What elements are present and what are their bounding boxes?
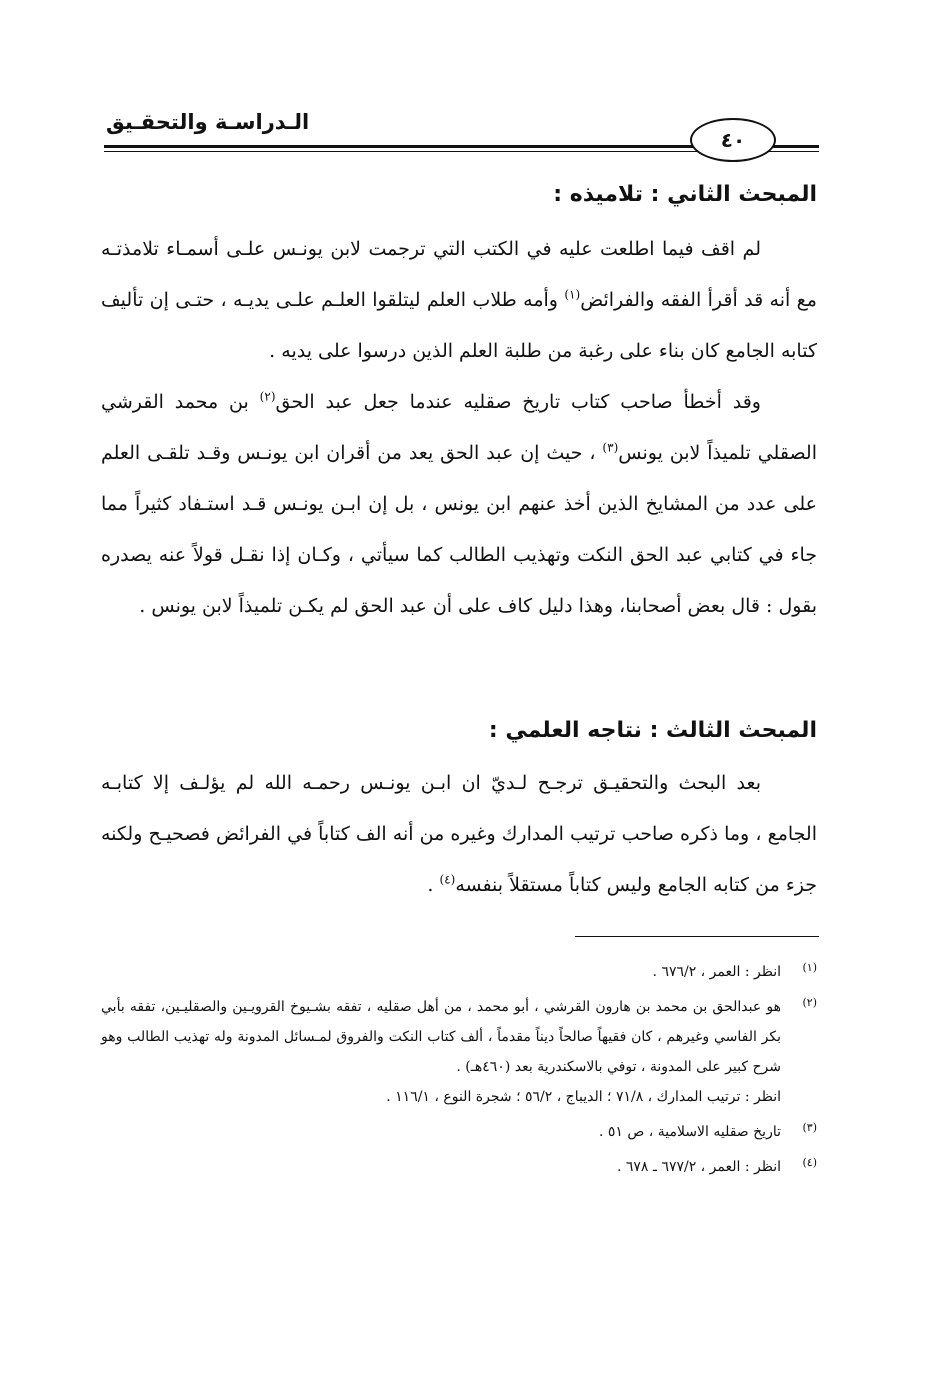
footnote-mark: (١) xyxy=(802,961,817,974)
footnote-3 xyxy=(101,1117,817,1147)
running-title: الـدراسـة والتحقـيق xyxy=(106,110,310,134)
section-heading-works: المبحث الثالث : نتاجه العلمي : xyxy=(488,718,817,743)
page-number: ٤٠ xyxy=(690,118,776,162)
footnote-marker-4: (٤) xyxy=(439,872,456,887)
running-header xyxy=(106,110,939,140)
paragraph-text: ، حيث إن عبد الحق يعد من أقران ابن يونـس وقـد تلقـى العلم على عدد من المشايخ الذين أخذ عنهم ابن يونس ، بل إن ابـن يونـس قـد استـفاد كثيراً مما جاء في كتابي عبد الحق النكت وتهذيب الطالب كما سيأتي ، وكـان إذا نقـل قولاً عنه يصدره بقول : قال بعض أصحابنا، وهذا دليل كاف على أن عبد الحق لم يكـن تلميذاً لابن يونس . xyxy=(101,442,817,617)
footnote-text: تاريخ صقليه الاسلامية ، ص ٥١ . xyxy=(598,1124,781,1140)
footnotes xyxy=(101,957,817,1187)
footnote-separator xyxy=(575,936,819,937)
footnote-mark: (٢) xyxy=(802,996,817,1009)
paragraph-text: . xyxy=(427,874,440,896)
footnote-marker-2: (٢) xyxy=(259,389,276,404)
section-heading-students: المبحث الثاني : تلاميذه : xyxy=(553,182,817,207)
footnote-text: انظر : العمر ، ٦٧٧/٢ ـ ٦٧٨ . xyxy=(616,1159,781,1175)
paragraph-text: بن محمد القرشي الصقلي تلميذاً لابن يونس xyxy=(101,391,817,464)
paragraph-text: لم اقف فيما اطلعت عليه في الكتب التي ترجمت لابن يونـس علـى أسمـاء تلامذتـه مع أنه قد أقرأ الفقه والفرائض xyxy=(101,238,817,311)
paragraph-works-1 xyxy=(101,758,817,911)
footnote-marker-1: (١) xyxy=(564,287,581,302)
footnote-mark: (٤) xyxy=(802,1156,817,1169)
paragraph-text: وقد أخطأ صاحب كتاب تاريخ صقليه عندما جعل عبد الحق xyxy=(275,391,761,413)
footnote-4 xyxy=(101,1152,817,1182)
paragraph-students-2 xyxy=(101,377,817,632)
footnote-mark: (٣) xyxy=(802,1121,817,1134)
paragraph-students-1 xyxy=(101,224,817,377)
footnote-2 xyxy=(101,992,817,1112)
footnote-reference: انظر : ترتيب المدارك ، ٧١/٨ ؛ الديباج ، ٥٦/٢ ؛ شجرة النوع ، ١١٦/١ . xyxy=(386,1089,781,1105)
paragraph-text: وأمه طلاب العلم ليتلقوا العلـم علـى يديـه ، حتـى إن تأليف كتابه الجامع كان بناء على رغبة من طلبة العلم الذين درسوا على يديه . xyxy=(101,289,817,362)
footnote-marker-3: (٣) xyxy=(602,440,619,455)
paragraph-text: بعد البحث والتحقيـق ترجـح لـديّ ان ابـن يونـس رحمـه الله لم يؤلـف إلا كتابـه الجامع ، وما ذكره صاحب ترتيب المدارك وغيره من أنه الف كتاباً في الفرائض فصحيـح ولكنه جزء من كتابه الجامع وليس كتاباً مستقلاً بنفسه xyxy=(101,772,817,896)
footnote-text: هو عبدالحق بن محمد بن هارون القرشي ، أبو محمد ، من أهل صقليه ، تفقه بشـيوخ القرويـين والصقليـين، تفقه بأبي بكر الفاسي وغيرهم ، كان فقيهاً صالحاً ديناً مقدماً ، ألف كتاب النكت والفروق لمـسائل المدونة وله تهذيب الطالب وهو شرح كبير على المدونة ، توفي بالاسكندرية بعد (٤٦٠هـ) . xyxy=(101,999,781,1075)
footnote-1 xyxy=(101,957,817,987)
footnote-text: انظر : العمر ، ٦٧٦/٢ . xyxy=(652,964,781,980)
